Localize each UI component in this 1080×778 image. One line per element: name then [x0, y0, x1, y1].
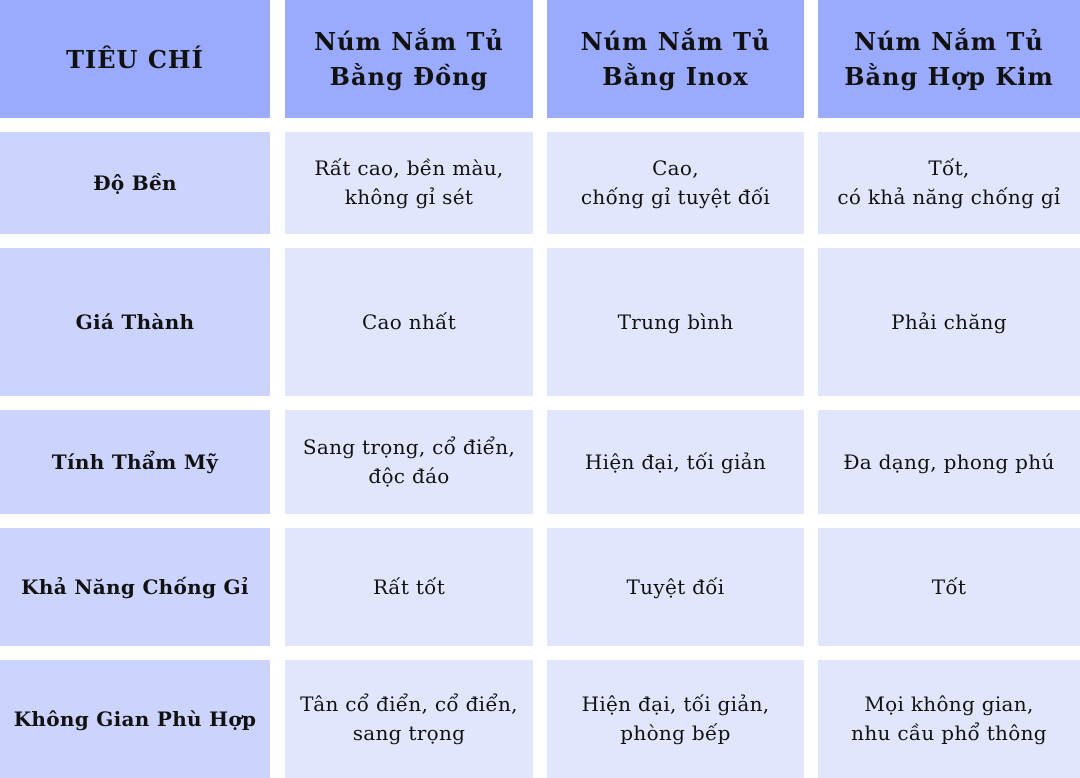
header-criteria-label: TIÊU CHÍ — [66, 44, 204, 74]
table-cell — [818, 660, 1080, 778]
cell-space-alloy: Mọi không gian, nhu cầu phổ thông — [851, 692, 1047, 745]
cell-space-brass: Tân cổ điển, cổ điển, sang trọng — [300, 692, 518, 745]
criterion-price: Giá Thành — [75, 309, 195, 334]
table-cell — [285, 660, 533, 778]
table-cell — [818, 528, 1080, 646]
criterion-durability: Độ Bền — [93, 170, 177, 195]
header-brass-label: Núm Nắm Tủ Bằng Đồng — [314, 27, 504, 91]
table-cell — [547, 410, 804, 514]
cell-aesthetics-alloy: Đa dạng, phong phú — [843, 449, 1055, 474]
header-brass — [285, 0, 533, 118]
cell-aesthetics-brass: Sang trọng, cổ điển, độc đáo — [302, 435, 516, 488]
criterion-rust-resistance: Khả Năng Chống Gỉ — [21, 574, 249, 599]
cell-durability-brass: Rất cao, bền màu, không gỉ sét — [314, 156, 504, 209]
cell-price-inox: Trung bình — [617, 309, 734, 334]
cell-durability-inox: Cao, chống gỉ tuyệt đối — [580, 156, 771, 209]
table-row-criterion — [0, 410, 270, 514]
header-alloy-label: Núm Nắm Tủ Bằng Hợp Kim — [844, 27, 1054, 91]
table-cell — [547, 660, 804, 778]
cell-rust-inox: Tuyệt đối — [626, 574, 725, 599]
header-alloy — [818, 0, 1080, 118]
table-cell — [285, 528, 533, 646]
cell-durability-alloy: Tốt, có khả năng chống gỉ — [837, 156, 1061, 209]
table-cell — [285, 248, 533, 396]
table-cell — [547, 132, 804, 234]
header-inox — [547, 0, 804, 118]
table-row-criterion — [0, 132, 270, 234]
cell-price-alloy: Phải chăng — [891, 309, 1007, 334]
criterion-aesthetics: Tính Thẩm Mỹ — [51, 449, 219, 474]
table-cell — [818, 410, 1080, 514]
table-cell — [547, 528, 804, 646]
table-cell — [547, 248, 804, 396]
criterion-suitable-space: Không Gian Phù Hợp — [13, 706, 257, 731]
table-cell — [818, 248, 1080, 396]
cell-rust-alloy: Tốt — [931, 574, 967, 599]
cell-price-brass: Cao nhất — [361, 309, 457, 334]
table-cell — [285, 132, 533, 234]
cell-space-inox: Hiện đại, tối giản, phòng bếp — [581, 692, 770, 745]
cell-rust-brass: Rất tốt — [372, 574, 446, 599]
table-row-criterion — [0, 248, 270, 396]
table-row-criterion — [0, 528, 270, 646]
table-cell — [818, 132, 1080, 234]
table-row-criterion — [0, 660, 270, 778]
header-criteria — [0, 0, 270, 118]
cell-aesthetics-inox: Hiện đại, tối giản — [584, 449, 767, 474]
table-cell — [285, 410, 533, 514]
header-inox-label: Núm Nắm Tủ Bằng Inox — [580, 27, 771, 91]
